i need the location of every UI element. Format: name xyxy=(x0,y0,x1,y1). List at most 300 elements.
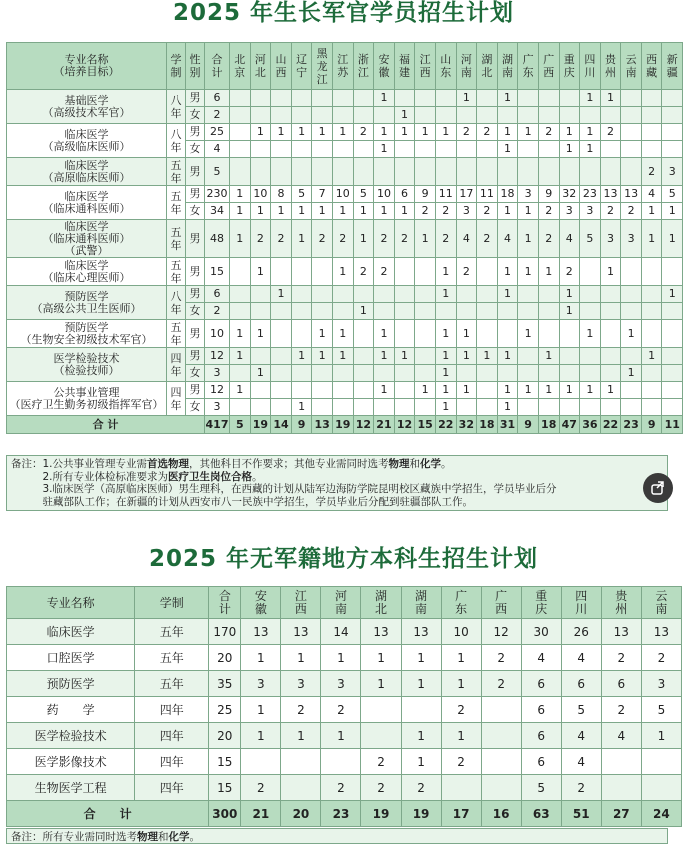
quota-cell: 3 xyxy=(662,158,683,186)
quota-cell: 3 xyxy=(456,203,477,220)
quota-cell xyxy=(456,365,477,382)
quota-cell: 1 xyxy=(271,203,292,220)
note-text: 。 xyxy=(189,831,200,843)
total-row xyxy=(7,416,683,434)
quota-cell: 11 xyxy=(477,186,498,203)
gender-cell: 男 xyxy=(186,348,205,365)
quota-cell: 1 xyxy=(441,723,481,749)
note-text: 和 xyxy=(158,831,169,843)
province-total: 9 xyxy=(291,416,312,434)
quota-cell xyxy=(580,365,601,382)
quota-cell: 1 xyxy=(559,382,580,399)
major-name: 临床医学 xyxy=(7,619,135,645)
quota-cell xyxy=(641,303,662,320)
quota-cell xyxy=(353,365,374,382)
table-row xyxy=(7,619,682,645)
quota-cell xyxy=(641,320,662,348)
quota-cell: 2 xyxy=(600,124,621,141)
province-total: 9 xyxy=(641,416,662,434)
quota-cell xyxy=(621,382,642,399)
note-text: 。 xyxy=(252,470,263,483)
quota-cell xyxy=(312,286,333,303)
quota-cell xyxy=(332,365,353,382)
quota-cell xyxy=(600,365,621,382)
total-cell: 2 xyxy=(205,107,230,124)
quota-cell xyxy=(538,286,559,303)
quota-cell xyxy=(353,90,374,107)
xuezhi-cell: 五年 xyxy=(167,320,186,348)
quota-cell xyxy=(415,107,436,124)
xuezhi-cell: 四年 xyxy=(135,697,209,723)
quota-cell: 1 xyxy=(415,124,436,141)
gender-cell: 男 xyxy=(186,220,205,258)
xuezhi-cell: 五年 xyxy=(167,258,186,286)
quota-cell: 2 xyxy=(538,203,559,220)
quota-cell: 1 xyxy=(374,203,395,220)
major-name: 临床医学 （临床通科医师） （武警） xyxy=(7,220,167,258)
province-total: 17 xyxy=(441,801,481,827)
quota-cell: 1 xyxy=(230,320,251,348)
quota-cell: 1 xyxy=(312,320,333,348)
gender-cell: 男 xyxy=(186,286,205,303)
quota-cell: 5 xyxy=(662,186,683,203)
quota-cell: 1 xyxy=(374,124,395,141)
header-province: 贵 州 xyxy=(600,43,621,90)
quota-cell xyxy=(353,320,374,348)
quota-cell xyxy=(353,286,374,303)
quota-cell xyxy=(538,90,559,107)
quota-cell: 4 xyxy=(456,220,477,258)
quota-cell xyxy=(518,107,539,124)
quota-cell xyxy=(456,107,477,124)
quota-cell: 1 xyxy=(230,220,251,258)
quota-cell: 1 xyxy=(271,286,292,303)
quota-cell: 1 xyxy=(662,220,683,258)
quota-cell xyxy=(250,382,271,399)
quota-cell: 1 xyxy=(271,124,292,141)
grand-total: 300 xyxy=(209,801,241,827)
quota-cell xyxy=(662,124,683,141)
quota-cell xyxy=(580,348,601,365)
quota-cell: 1 xyxy=(435,382,456,399)
quota-cell: 3 xyxy=(241,671,281,697)
province-total: 9 xyxy=(518,416,539,434)
quota-cell: 1 xyxy=(353,203,374,220)
quota-cell: 2 xyxy=(281,697,321,723)
total-cell: 3 xyxy=(205,399,230,416)
header-province: 黑 龙 江 xyxy=(312,43,333,90)
quota-cell xyxy=(230,399,251,416)
quota-cell: 8 xyxy=(271,186,292,203)
province-total: 14 xyxy=(271,416,292,434)
province-total: 19 xyxy=(332,416,353,434)
table-row xyxy=(7,348,683,365)
quota-cell xyxy=(415,141,436,158)
quota-cell: 5 xyxy=(641,697,681,723)
quota-cell xyxy=(230,141,251,158)
share-icon xyxy=(650,480,666,496)
quota-cell xyxy=(394,382,415,399)
quota-cell xyxy=(332,90,353,107)
gender-cell: 男 xyxy=(186,382,205,399)
total-cell: 34 xyxy=(205,203,230,220)
quota-cell: 1 xyxy=(456,90,477,107)
header-province: 江 苏 xyxy=(332,43,353,90)
quota-cell: 1 xyxy=(374,348,395,365)
quota-cell: 1 xyxy=(621,365,642,382)
quota-cell: 1 xyxy=(600,382,621,399)
table-row xyxy=(7,671,682,697)
quota-cell xyxy=(641,286,662,303)
gender-cell: 女 xyxy=(186,141,205,158)
note-emphasis: 化学 xyxy=(168,831,190,843)
quota-cell: 2 xyxy=(332,220,353,258)
plan-title-civilian: 2025 年无军籍地方本科生招生计划 xyxy=(148,546,539,572)
quota-cell: 1 xyxy=(538,348,559,365)
quota-cell: 2 xyxy=(441,697,481,723)
total-cell: 12 xyxy=(205,382,230,399)
quota-cell: 1 xyxy=(361,671,401,697)
notes-officer xyxy=(6,455,668,511)
quota-cell xyxy=(481,749,521,775)
total-cell: 6 xyxy=(205,90,230,107)
quota-cell: 2 xyxy=(361,749,401,775)
quota-cell: 1 xyxy=(401,749,441,775)
quota-cell xyxy=(435,90,456,107)
quota-cell xyxy=(312,365,333,382)
quota-cell: 2 xyxy=(374,220,395,258)
quota-cell xyxy=(271,348,292,365)
quota-cell xyxy=(641,124,662,141)
quota-cell: 1 xyxy=(332,320,353,348)
quota-cell xyxy=(230,90,251,107)
quota-cell xyxy=(477,258,498,286)
major-name: 临床医学 （临床心理医师） xyxy=(7,258,167,286)
quota-cell: 23 xyxy=(580,186,601,203)
quota-cell: 1 xyxy=(374,90,395,107)
table-row xyxy=(7,286,683,303)
quota-cell: 1 xyxy=(600,90,621,107)
quota-cell xyxy=(374,286,395,303)
quota-cell xyxy=(271,399,292,416)
quota-cell xyxy=(559,158,580,186)
quota-cell: 13 xyxy=(401,619,441,645)
header-province: 安 徽 xyxy=(374,43,395,90)
quota-cell xyxy=(291,258,312,286)
major-name: 公共事业管理 （医疗卫生勤务初级指挥军官） xyxy=(7,382,167,416)
quota-cell: 1 xyxy=(291,124,312,141)
quota-cell: 1 xyxy=(321,723,361,749)
quota-cell: 1 xyxy=(477,348,498,365)
quota-cell: 6 xyxy=(521,723,561,749)
quota-cell: 2 xyxy=(481,671,521,697)
quota-cell: 2 xyxy=(353,258,374,286)
quota-cell xyxy=(394,365,415,382)
quota-cell: 1 xyxy=(518,320,539,348)
major-name: 预防医学 （高级公共卫生医师） xyxy=(7,286,167,320)
share-button[interactable] xyxy=(643,473,673,503)
note-line-4: 驻藏部队工作；在新疆的计划从西安市八一民族中学招生，学员毕业后分配到驻疆部队工作。 xyxy=(11,495,473,508)
province-total: 20 xyxy=(281,801,321,827)
quota-cell xyxy=(456,286,477,303)
quota-cell xyxy=(291,286,312,303)
quota-cell xyxy=(600,348,621,365)
header-xuezhi: 学 制 xyxy=(167,43,186,90)
major-name: 口腔医学 xyxy=(7,645,135,671)
quota-cell xyxy=(281,749,321,775)
quota-cell: 1 xyxy=(415,382,436,399)
quota-cell xyxy=(291,320,312,348)
header-province: 贵 州 xyxy=(601,587,641,619)
header-province: 新 疆 xyxy=(662,43,683,90)
quota-cell: 1 xyxy=(394,203,415,220)
header-province: 河 北 xyxy=(250,43,271,90)
quota-cell xyxy=(441,775,481,801)
quota-cell xyxy=(518,365,539,382)
quota-cell xyxy=(353,141,374,158)
province-total: 12 xyxy=(353,416,374,434)
header-xuezhi: 学制 xyxy=(135,587,209,619)
province-total: 47 xyxy=(559,416,580,434)
quota-cell: 10 xyxy=(374,186,395,203)
quota-cell: 10 xyxy=(441,619,481,645)
quota-cell: 1 xyxy=(600,258,621,286)
quota-cell: 1 xyxy=(435,258,456,286)
major-name: 临床医学 （高原临床医师） xyxy=(7,158,167,186)
quota-cell: 1 xyxy=(538,382,559,399)
major-name: 医学检验技术 （检验技师） xyxy=(7,348,167,382)
quota-cell xyxy=(641,107,662,124)
quota-cell xyxy=(580,107,601,124)
xuezhi-cell: 四年 xyxy=(135,749,209,775)
plan-title-officer: 2025 年生长军官学员招生计划 xyxy=(172,0,515,26)
quota-cell: 4 xyxy=(559,220,580,258)
quota-cell xyxy=(415,365,436,382)
header-province: 广 西 xyxy=(481,587,521,619)
quota-cell: 1 xyxy=(250,365,271,382)
header-province: 西 藏 xyxy=(641,43,662,90)
quota-cell: 1 xyxy=(321,645,361,671)
quota-cell xyxy=(456,399,477,416)
quota-cell: 3 xyxy=(321,671,361,697)
quota-cell: 30 xyxy=(521,619,561,645)
province-total: 11 xyxy=(662,416,683,434)
quota-cell: 1 xyxy=(497,124,518,141)
quota-cell xyxy=(538,399,559,416)
quota-cell: 2 xyxy=(641,158,662,186)
quota-cell: 3 xyxy=(559,203,580,220)
quota-cell: 2 xyxy=(321,697,361,723)
table-row xyxy=(7,382,683,399)
quota-cell xyxy=(271,303,292,320)
quota-cell: 1 xyxy=(621,320,642,348)
total-cell: 20 xyxy=(209,645,241,671)
header-province: 四 川 xyxy=(561,587,601,619)
quota-cell: 5 xyxy=(580,220,601,258)
grand-total: 417 xyxy=(205,416,230,434)
quota-cell: 2 xyxy=(271,220,292,258)
gender-cell: 女 xyxy=(186,303,205,320)
quota-cell: 2 xyxy=(477,220,498,258)
quota-cell xyxy=(332,107,353,124)
quota-cell xyxy=(332,141,353,158)
civilian-admission-table xyxy=(6,586,682,827)
quota-cell: 2 xyxy=(456,258,477,286)
gender-cell: 男 xyxy=(186,90,205,107)
province-total: 24 xyxy=(641,801,681,827)
quota-cell: 3 xyxy=(621,220,642,258)
major-name: 预防医学 xyxy=(7,671,135,697)
quota-cell xyxy=(230,158,251,186)
quota-cell xyxy=(601,775,641,801)
quota-cell xyxy=(662,365,683,382)
header-province: 北 京 xyxy=(230,43,251,90)
quota-cell: 1 xyxy=(281,723,321,749)
quota-cell xyxy=(415,303,436,320)
quota-cell: 9 xyxy=(538,186,559,203)
quota-cell xyxy=(415,286,436,303)
quota-cell: 13 xyxy=(600,186,621,203)
note-text: 和 xyxy=(409,458,421,470)
quota-cell xyxy=(559,365,580,382)
quota-cell: 6 xyxy=(521,697,561,723)
quota-cell xyxy=(271,141,292,158)
quota-cell xyxy=(415,320,436,348)
quota-cell xyxy=(250,90,271,107)
quota-cell: 6 xyxy=(561,671,601,697)
quota-cell: 13 xyxy=(361,619,401,645)
quota-cell xyxy=(312,382,333,399)
quota-cell: 3 xyxy=(600,220,621,258)
quota-cell xyxy=(621,141,642,158)
quota-cell xyxy=(600,286,621,303)
quota-cell: 2 xyxy=(600,203,621,220)
quota-cell: 1 xyxy=(353,303,374,320)
major-name: 临床医学 （高级临床医师） xyxy=(7,124,167,158)
quota-cell: 1 xyxy=(291,399,312,416)
quota-cell xyxy=(271,365,292,382)
quota-cell xyxy=(600,141,621,158)
quota-cell: 1 xyxy=(559,124,580,141)
quota-cell xyxy=(538,141,559,158)
total-label: 合 计 xyxy=(7,416,205,434)
quota-cell xyxy=(374,303,395,320)
quota-cell: 1 xyxy=(456,348,477,365)
quota-cell xyxy=(477,399,498,416)
quota-cell xyxy=(600,320,621,348)
note-text: 备注：所有专业需同时选考 xyxy=(11,831,137,843)
quota-cell: 2 xyxy=(241,775,281,801)
quota-cell: 9 xyxy=(415,186,436,203)
quota-cell: 13 xyxy=(601,619,641,645)
gender-cell: 女 xyxy=(186,203,205,220)
header-province: 山 东 xyxy=(435,43,456,90)
province-total: 22 xyxy=(435,416,456,434)
quota-cell: 26 xyxy=(561,619,601,645)
quota-cell: 1 xyxy=(456,320,477,348)
quota-cell: 13 xyxy=(241,619,281,645)
quota-cell xyxy=(415,158,436,186)
total-cell: 6 xyxy=(205,286,230,303)
major-name: 药 学 xyxy=(7,697,135,723)
xuezhi-cell: 四年 xyxy=(135,775,209,801)
officer-admission-table xyxy=(6,42,683,434)
quota-cell xyxy=(559,90,580,107)
quota-cell xyxy=(641,365,662,382)
quota-cell xyxy=(477,303,498,320)
quota-cell xyxy=(518,90,539,107)
table-row xyxy=(7,645,682,671)
quota-cell xyxy=(415,348,436,365)
quota-cell: 1 xyxy=(641,220,662,258)
total-cell: 230 xyxy=(205,186,230,203)
total-cell: 15 xyxy=(209,775,241,801)
quota-cell xyxy=(332,382,353,399)
quota-cell xyxy=(250,107,271,124)
quota-cell xyxy=(361,697,401,723)
quota-cell: 2 xyxy=(250,220,271,258)
quota-cell: 1 xyxy=(518,258,539,286)
quota-cell: 2 xyxy=(601,697,641,723)
quota-cell xyxy=(353,348,374,365)
quota-cell xyxy=(435,158,456,186)
quota-cell xyxy=(559,348,580,365)
gender-cell: 男 xyxy=(186,320,205,348)
quota-cell: 3 xyxy=(641,671,681,697)
quota-cell xyxy=(250,286,271,303)
xuezhi-cell: 五年 xyxy=(135,619,209,645)
quota-cell: 1 xyxy=(230,382,251,399)
quota-cell: 1 xyxy=(580,382,601,399)
quota-cell: 7 xyxy=(312,186,333,203)
xuezhi-cell: 四年 xyxy=(135,723,209,749)
quota-cell xyxy=(641,399,662,416)
quota-cell xyxy=(641,258,662,286)
note-text: 2.所有专业体检标准要求为 xyxy=(11,470,169,483)
xuezhi-cell: 五年 xyxy=(135,671,209,697)
quota-cell: 1 xyxy=(250,124,271,141)
quota-cell: 13 xyxy=(621,186,642,203)
quota-cell: 5 xyxy=(353,186,374,203)
quota-cell: 1 xyxy=(291,348,312,365)
xuezhi-cell: 八年 xyxy=(167,90,186,124)
quota-cell: 6 xyxy=(521,749,561,775)
quota-cell xyxy=(481,723,521,749)
quota-cell: 1 xyxy=(518,382,539,399)
province-total: 36 xyxy=(580,416,601,434)
total-cell: 3 xyxy=(205,365,230,382)
quota-cell xyxy=(477,365,498,382)
quota-cell xyxy=(361,723,401,749)
quota-cell xyxy=(271,158,292,186)
quota-cell xyxy=(312,399,333,416)
total-cell: 2 xyxy=(205,303,230,320)
quota-cell xyxy=(281,775,321,801)
quota-cell: 1 xyxy=(435,286,456,303)
quota-cell: 1 xyxy=(662,286,683,303)
quota-cell xyxy=(250,141,271,158)
quota-cell: 2 xyxy=(559,258,580,286)
quota-cell: 1 xyxy=(518,124,539,141)
quota-cell: 1 xyxy=(332,348,353,365)
quota-cell: 2 xyxy=(621,203,642,220)
quota-cell: 14 xyxy=(321,619,361,645)
quota-cell xyxy=(497,158,518,186)
quota-cell xyxy=(641,141,662,158)
quota-cell xyxy=(662,382,683,399)
quota-cell: 1 xyxy=(435,348,456,365)
quota-cell xyxy=(481,775,521,801)
